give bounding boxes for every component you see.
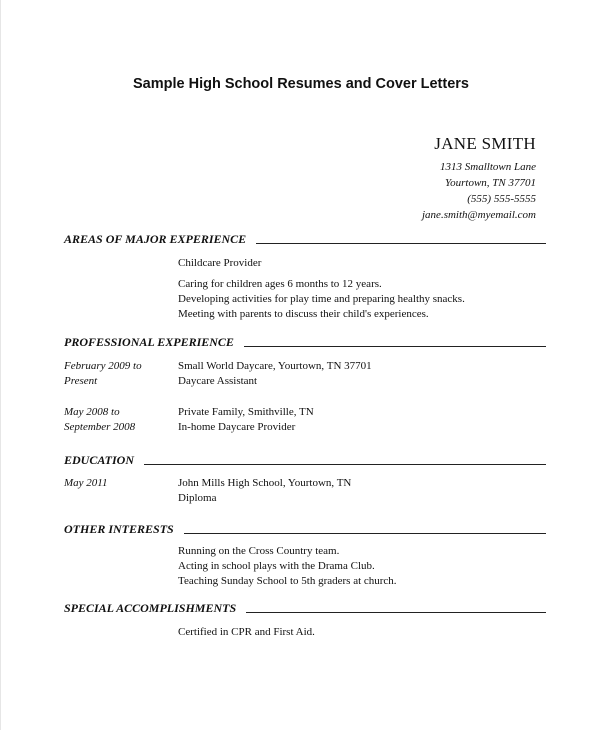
applicant-name: JANE SMITH [434, 134, 536, 153]
job-date-end: September 2008 [64, 421, 136, 433]
job-employer: Private Family, Smithville, TN [178, 406, 314, 418]
section-divider [244, 346, 546, 347]
experience-bullet: Caring for children ages 6 months to 12 years. [178, 278, 382, 290]
section-heading-interests [64, 522, 546, 537]
contact-email: jane.smith@myemail.com [422, 209, 536, 221]
contact-address: 1313 Smalltown Lane [440, 161, 536, 173]
job-date-start: May 2008 to [64, 406, 120, 418]
interest-item: Running on the Cross Country team. [178, 545, 340, 557]
education-date: May 2011 [64, 477, 108, 489]
section-label: AREAS OF MAJOR EXPERIENCE [64, 232, 247, 246]
section-divider [246, 612, 546, 613]
document-title: Sample High School Resumes and Cover Letters [132, 76, 469, 92]
experience-bullet: Developing activities for play time and preparing healthy snacks. [178, 293, 465, 305]
section-divider [184, 533, 546, 534]
section-divider [144, 464, 546, 465]
education-school: John Mills High School, Yourtown, TN [178, 477, 352, 489]
contact-phone: (555) 555-5555 [467, 193, 536, 205]
contact-city: Yourtown, TN 37701 [445, 177, 536, 189]
job-date-start: February 2009 to [64, 360, 142, 372]
section-heading-experience [64, 232, 546, 247]
section-heading-education [64, 453, 546, 468]
interest-item: Teaching Sunday School to 5th graders at church. [178, 575, 397, 587]
experience-role: Childcare Provider [178, 257, 262, 269]
section-label: SPECIAL ACCOMPLISHMENTS [64, 601, 237, 615]
job-employer: Small World Daycare, Yourtown, TN 37701 [178, 360, 372, 372]
section-label: OTHER INTERESTS [64, 522, 174, 536]
contact-block [422, 134, 536, 223]
section-label: PROFESSIONAL EXPERIENCE [64, 335, 234, 349]
section-label: EDUCATION [64, 453, 135, 467]
section-heading-accomplishments [64, 601, 546, 616]
section-divider [256, 243, 546, 244]
section-heading-professional [64, 335, 546, 350]
interest-item: Acting in school plays with the Drama Club. [178, 560, 375, 572]
experience-bullet: Meeting with parents to discuss their child's experiences. [178, 308, 429, 320]
job-title: In-home Daycare Provider [178, 421, 296, 433]
education-degree: Diploma [178, 492, 217, 504]
accomplishment-item: Certified in CPR and First Aid. [178, 626, 315, 638]
job-date-end: Present [64, 375, 98, 387]
job-title: Daycare Assistant [178, 375, 258, 387]
